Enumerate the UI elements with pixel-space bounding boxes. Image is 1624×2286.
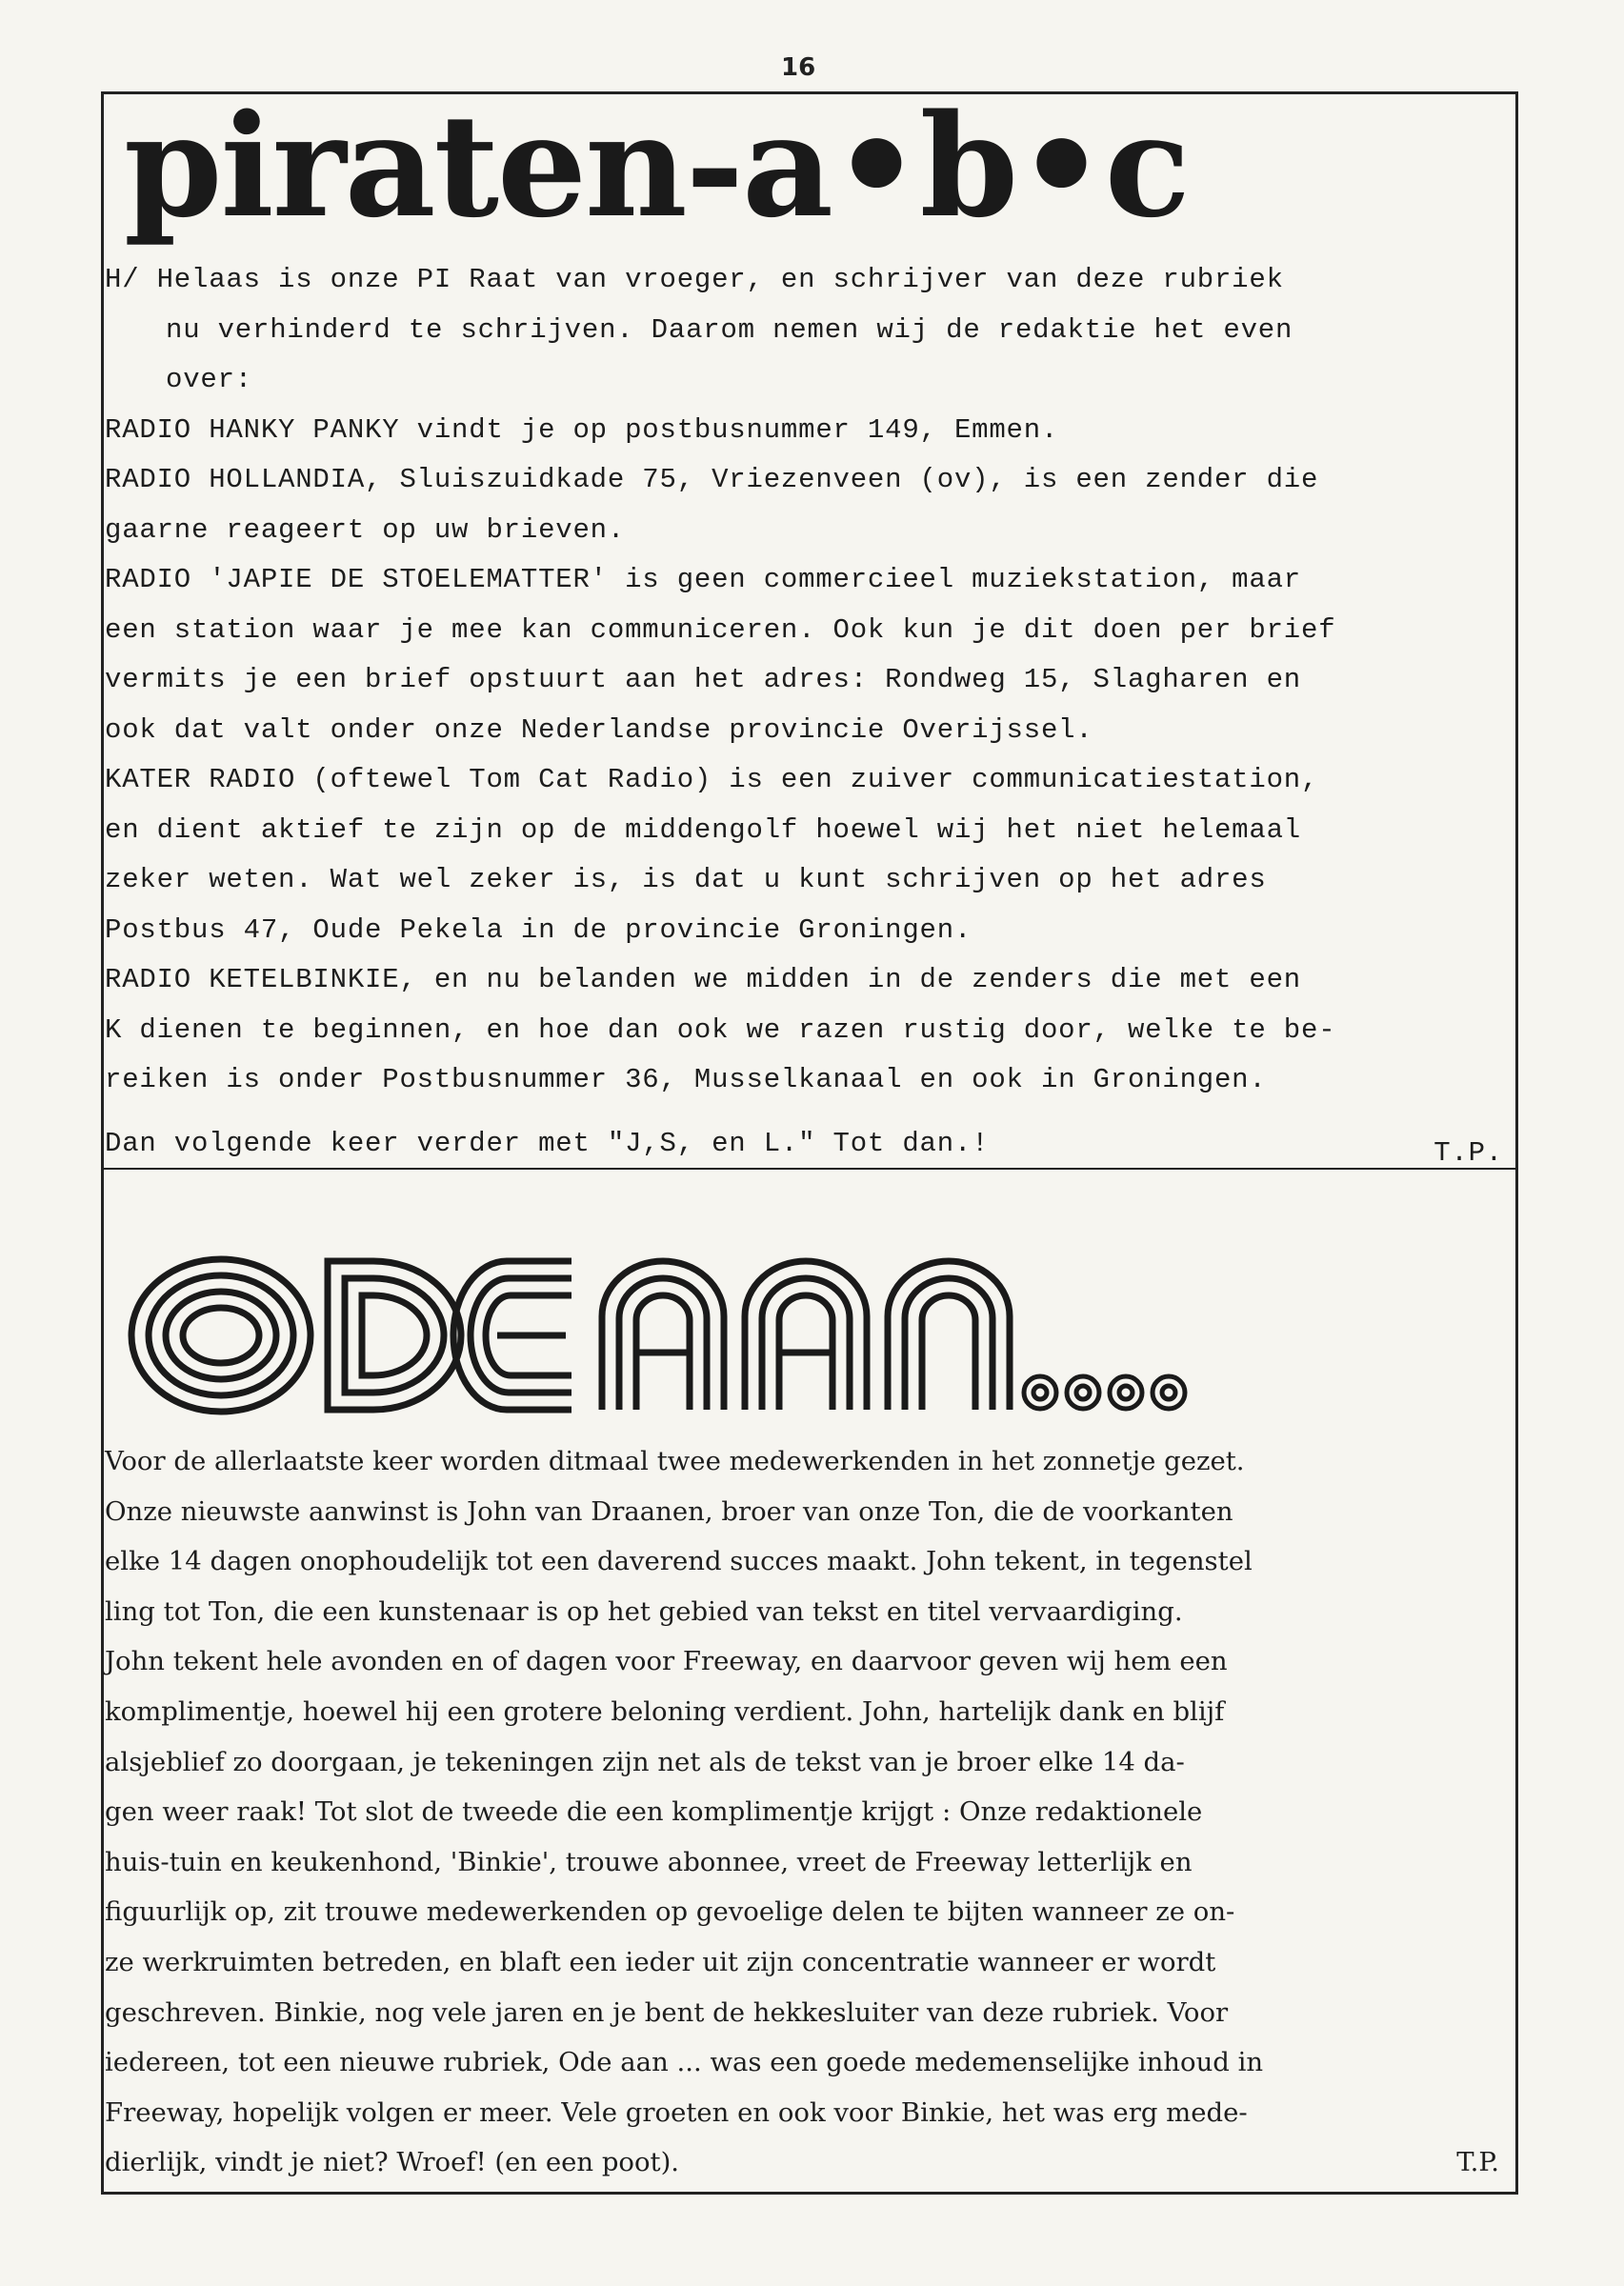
body-line: en dient aktief te zijn op de middengolf hoewel wij het niet helemaal: [105, 813, 1301, 846]
body-line: Onze nieuwste aanwinst is John van Draanen, broer van onze Ton, die de voorkanten: [105, 1495, 1233, 1527]
title-dots: [1024, 1376, 1185, 1409]
ode-aan-logo: [126, 1250, 1193, 1421]
body-line: zeker weten. Wat wel zeker is, is dat u kunt schrijven op het adres: [105, 864, 1267, 895]
body-line: alsjeblief zo doorgaan, je tekeningen zijn net als de tekst van je broer elke 14 da-: [105, 1746, 1185, 1777]
body-line: nu verhinderd te schrijven. Daarom nemen wij de redaktie het even: [166, 313, 1293, 346]
body-line: elke 14 dagen onophoudelijk tot een daverend succes maakt. John tekent, in tegenstel: [105, 1546, 1253, 1577]
body-line: reiken is onder Postbusnummer 36, Musselkanaal en ook in Groningen.: [105, 1064, 1267, 1095]
body-line: gen weer raak! Tot slot de tweede die een komplimentje krijgt : Onze redaktionele: [105, 1796, 1203, 1828]
body-line: RADIO 'JAPIE DE STOELEMATTER' is geen commercieel muziekstation, maar: [105, 564, 1301, 595]
section2-body: [105, 1436, 1513, 2188]
last-line: dierlijk, vindt je niet? Wroef! (en een poot).: [105, 2147, 680, 2178]
body-line: H/ Helaas is onze PI Raat van vroeger, en schrijver van deze rubriek: [105, 264, 1284, 295]
section1-signoff: [105, 1119, 1509, 1179]
signature: T.P.: [1456, 2147, 1499, 2178]
body-line: K dienen te beginnen, en hoe dan ook we razen rustig door, welke te be-: [105, 1013, 1336, 1046]
section2-signoff: [105, 2137, 1513, 2188]
body-line: gaarne reageert op uw brieven.: [105, 513, 626, 546]
section1-title: piraten-a•b•c: [124, 83, 1189, 249]
body-line: vermits je een brief opstuurt aan het adres: Rondweg 15, Slagharen en: [105, 664, 1301, 695]
body-line: over:: [166, 364, 253, 395]
letter-e: [453, 1261, 571, 1410]
section2-title: [126, 1250, 1193, 1426]
body-line: geschreven. Binkie, nog vele jaren en je bent de hekkesluiter van deze rubriek. Voor: [105, 1996, 1229, 2028]
body-line: ze werkruimten betreden, en blaft een ieder uit zijn concentratie wanneer er wordt: [105, 1946, 1216, 1977]
body-line: ook dat valt onder onze Nederlandse provincie Overijssel.: [105, 713, 1093, 746]
body-line: figuurlijk op, zit trouwe medewerkenden op gevoelige delen te bijten wanneer ze on-: [105, 1896, 1235, 1928]
body-line: John tekent hele avonden en of dagen voor Freeway, en daarvoor geven wij hem een: [105, 1646, 1228, 1677]
letter-a2: [745, 1261, 867, 1410]
body-line: KATER RADIO (oftewel Tom Cat Radio) is een zuiver communicatiestation,: [105, 764, 1319, 795]
body-line: iedereen, tot een nieuwe rubriek, Ode aan ... was een goede medemenselijke inhoud in: [105, 2047, 1264, 2078]
signature: T.P.: [1434, 1136, 1503, 1169]
letter-n: [888, 1261, 1010, 1410]
body-line: komplimentje, hoewel hij een grotere beloning verdient. John, hartelijk dank en blijf: [105, 1695, 1225, 1727]
body-line: huis-tuin en keukenhond, 'Binkie', trouwe abonnee, vreet de Freeway letterlijk en: [105, 1846, 1193, 1877]
letter-o: [131, 1259, 311, 1412]
body-line: RADIO KETELBINKIE, en nu belanden we midden in de zenders die met een: [105, 964, 1301, 995]
body-line: RADIO HOLLANDIA, Sluiszuidkade 75, Vriezenveen (ov), is een zender die: [105, 464, 1319, 495]
body-line: RADIO HANKY PANKY vindt je op postbusnummer 149, Emmen.: [105, 413, 1059, 446]
body-line: ling tot Ton, die een kunstenaar is op het gebied van tekst en titel vervaardiging.: [105, 1595, 1183, 1627]
letter-a1: [602, 1261, 724, 1410]
page-number: 16: [781, 53, 816, 82]
closing-line: Dan volgende keer verder met "J,S, en L." Tot dan.!: [105, 1127, 990, 1159]
body-line: een station waar je mee kan communiceren. Ook kun je dit doen per brief: [105, 613, 1336, 646]
section1-body: [105, 255, 1509, 1178]
letter-d: [328, 1261, 461, 1410]
body-line: Voor de allerlaatste keer worden ditmaal twee medewerkenden in het zonnetje gezet.: [105, 1446, 1245, 1476]
body-line: Freeway, hopelijk volgen er meer. Vele groeten en ook voor Binkie, het was erg mede-: [105, 2096, 1248, 2128]
body-line: Postbus 47, Oude Pekela in de provincie Groningen.: [105, 913, 972, 946]
